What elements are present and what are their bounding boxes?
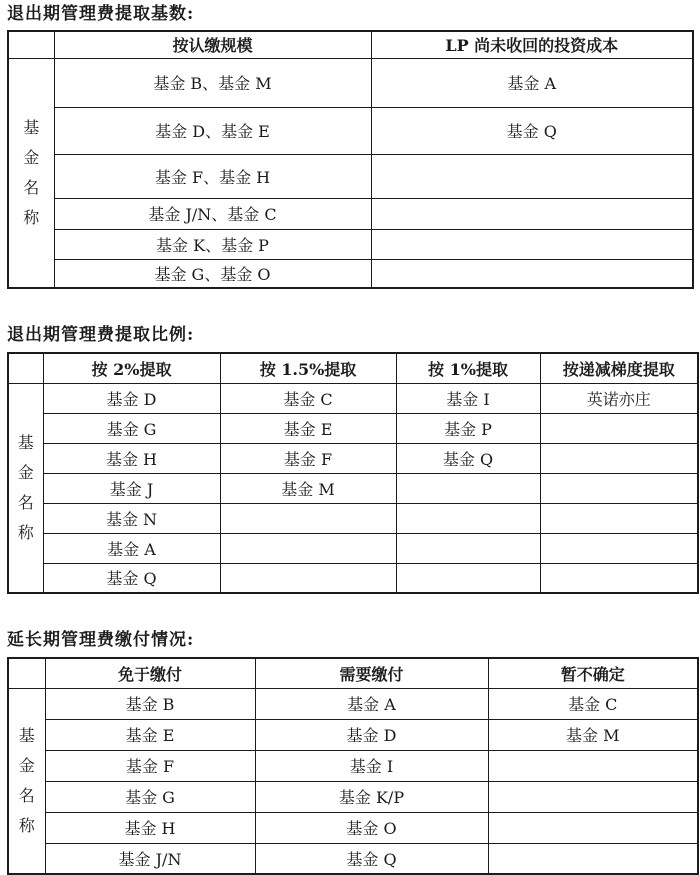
fund-cell: 基金 M [488, 719, 698, 750]
fund-cell [220, 533, 396, 563]
corner-cell [8, 353, 43, 383]
row-group-label-char: 称 [17, 522, 34, 542]
row-group-label-char: 名 [17, 492, 34, 512]
header-row [8, 658, 698, 688]
row-group-label [8, 688, 45, 874]
header-row [8, 353, 698, 383]
fund-cell: 基金 M [220, 473, 396, 503]
fund-cell: 基金 C [488, 688, 698, 719]
fund-cell: 基金 K/P [255, 781, 488, 812]
section-exit-fee-ratio [7, 325, 695, 594]
column-header: 暂不确定 [488, 658, 698, 688]
fund-cell [371, 229, 693, 259]
section-extension-fee-payment [7, 630, 695, 875]
fund-cell: 基金 O [255, 812, 488, 843]
row-group-label-char: 金 [18, 755, 35, 775]
row-group-label-char: 称 [18, 815, 35, 835]
fund-cell: 基金 E [45, 719, 255, 750]
fund-cell: 基金 Q [43, 563, 220, 593]
fund-cell [371, 198, 693, 229]
row-group-label [8, 58, 54, 288]
table-row [8, 383, 698, 413]
fund-cell: 基金 G [45, 781, 255, 812]
table-row [8, 198, 693, 229]
row-group-label-char: 称 [23, 207, 40, 227]
corner-cell [8, 31, 54, 58]
fund-cell [488, 781, 698, 812]
column-header: 需要缴付 [255, 658, 488, 688]
extension-fee-payment-table [7, 657, 699, 875]
table-row [8, 259, 693, 288]
table-row [8, 413, 698, 443]
table-row [8, 719, 698, 750]
fund-cell [488, 750, 698, 781]
fund-cell: 基金 A [255, 688, 488, 719]
fund-cell: 基金 Q [255, 843, 488, 874]
column-header: 免于缴付 [45, 658, 255, 688]
fund-cell: 基金 D [43, 383, 220, 413]
table-row [8, 443, 698, 473]
fund-cell: 基金 B、基金 M [54, 58, 371, 107]
fund-cell: 基金 Q [371, 107, 693, 154]
fund-cell: 基金 I [396, 383, 540, 413]
fund-cell: 基金 A [371, 58, 693, 107]
fund-cell [540, 533, 698, 563]
fund-cell: 基金 P [396, 413, 540, 443]
header-row [8, 31, 693, 58]
table-row [8, 843, 698, 874]
table-row [8, 154, 693, 198]
table-row [8, 750, 698, 781]
table-row [8, 107, 693, 154]
fund-cell: 基金 H [43, 443, 220, 473]
row-group-label-char: 基 [23, 117, 40, 137]
fund-cell [220, 563, 396, 593]
fund-cell: 基金 F、基金 H [54, 154, 371, 198]
fund-cell [488, 843, 698, 874]
fund-cell: 基金 D [255, 719, 488, 750]
column-header: 按 2%提取 [43, 353, 220, 383]
row-group-label [8, 383, 43, 593]
row-group-label-char: 名 [18, 785, 35, 805]
section-title-exit-fee-base: 退出期管理费提取基数: [7, 4, 195, 24]
section-title-exit-fee-ratio: 退出期管理费提取比例: [7, 325, 195, 345]
fund-cell: 基金 A [43, 533, 220, 563]
row-group-label-char: 名 [23, 177, 40, 197]
row-group-label-char: 金 [23, 147, 40, 167]
section-title-extension-fee-payment: 延长期管理费缴付情况: [7, 630, 195, 650]
fund-cell: 基金 J [43, 473, 220, 503]
fund-cell: 基金 J/N [45, 843, 255, 874]
table-row [8, 503, 698, 533]
column-header: LP 尚未收回的投资成本 [371, 31, 693, 58]
fund-cell [371, 154, 693, 198]
row-group-label-char: 金 [17, 462, 34, 482]
corner-cell [8, 658, 45, 688]
fund-cell: 基金 J/N、基金 C [54, 198, 371, 229]
exit-fee-base-table [7, 30, 694, 289]
fund-cell: 基金 C [220, 383, 396, 413]
fund-cell [540, 443, 698, 473]
fund-cell: 英诺亦庄 [540, 383, 698, 413]
fund-cell: 基金 Q [396, 443, 540, 473]
fund-cell [540, 473, 698, 503]
fund-cell [540, 413, 698, 443]
column-header: 按 1%提取 [396, 353, 540, 383]
table-row [8, 688, 698, 719]
column-header: 按认缴规模 [54, 31, 371, 58]
fund-cell [396, 473, 540, 503]
fund-cell: 基金 K、基金 P [54, 229, 371, 259]
fund-cell: 基金 I [255, 750, 488, 781]
row-group-label-char: 基 [18, 725, 35, 745]
fund-cell [396, 533, 540, 563]
fund-cell: 基金 H [45, 812, 255, 843]
table-row [8, 533, 698, 563]
fund-cell: 基金 B [45, 688, 255, 719]
fund-cell [396, 563, 540, 593]
fund-cell [540, 563, 698, 593]
section-exit-fee-base [7, 4, 695, 289]
fund-cell [371, 259, 693, 288]
exit-fee-ratio-table [7, 352, 699, 594]
fund-cell [396, 503, 540, 533]
fund-cell: 基金 D、基金 E [54, 107, 371, 154]
table-row [8, 473, 698, 503]
table-row [8, 229, 693, 259]
column-header: 按 1.5%提取 [220, 353, 396, 383]
row-group-label-char: 基 [17, 432, 34, 452]
fund-cell: 基金 F [45, 750, 255, 781]
fund-cell [488, 812, 698, 843]
fund-cell [540, 503, 698, 533]
fund-cell [220, 503, 396, 533]
column-header: 按递减梯度提取 [540, 353, 698, 383]
fund-cell: 基金 G、基金 O [54, 259, 371, 288]
table-row [8, 812, 698, 843]
fund-cell: 基金 E [220, 413, 396, 443]
table-row [8, 58, 693, 107]
table-row [8, 563, 698, 593]
table-row [8, 781, 698, 812]
fund-cell: 基金 G [43, 413, 220, 443]
fund-cell: 基金 F [220, 443, 396, 473]
fund-cell: 基金 N [43, 503, 220, 533]
